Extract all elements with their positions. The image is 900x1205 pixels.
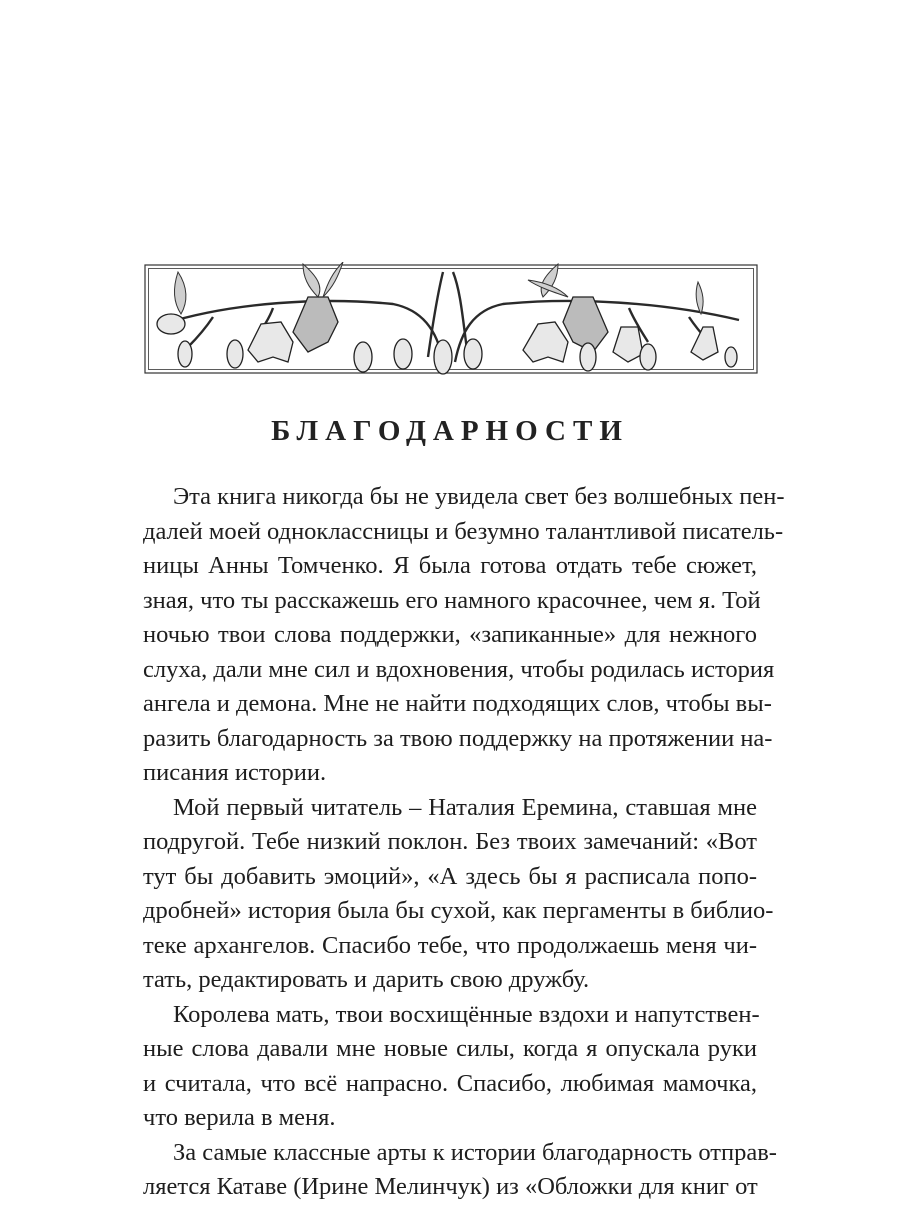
page-title: БЛАГОДАРНОСТИ (271, 415, 629, 447)
paragraph (143, 998, 760, 1136)
paragraph (143, 480, 785, 791)
text-line: слуха, дали мне сил и вдохновения, чтобы родилась история (143, 655, 775, 683)
text-line: подругой. Тебе низкий поклон. Без твоих замечаний: «Вот (143, 828, 757, 855)
text-line: далей моей одноклассницы и безумно талантливой писатель- (143, 517, 784, 545)
text-line: тут бы добавить эмоций», «А здесь бы я расписала попо- (143, 862, 757, 890)
text-line: Королева мать, твои восхищённые вздохи и напутствен- (173, 1000, 760, 1028)
text-line: дробней» история была бы сухой, как пергаменты в библио- (143, 897, 774, 924)
paragraph (143, 791, 774, 998)
text-line: разить благодарность за твою поддержку на протяжении на- (143, 724, 773, 752)
floral-ornament-frame (143, 262, 759, 376)
text-line: и считала, что всё напрасно. Спасибо, любимая мамочка, (143, 1069, 757, 1097)
text-line: ницы Анны Томченко. Я была готова отдать тебе сюжет, (143, 552, 757, 579)
text-line: ангела и демона. Мне не найти подходящих слов, чтобы вы- (143, 690, 772, 717)
text-line: Эта книга никогда бы не увидела свет без волшебных пен- (173, 483, 785, 510)
text-line: зная, что ты расскажешь его намного красочнее, чем я. Той (143, 586, 761, 614)
text-line: писания истории. (143, 759, 327, 786)
text-line: За самые классные арты к истории благодарность отправ- (173, 1138, 777, 1166)
flower-icons (157, 297, 737, 374)
body-text (143, 480, 785, 1205)
text-line: ляется Катаве (Ирине Мелинчук) из «Обложки для книг от (143, 1173, 758, 1200)
text-line: Мой первый читатель – Наталия Еремина, ставшая мне (173, 793, 757, 821)
text-line: что верила в меня. (143, 1104, 336, 1131)
text-line: тать, редактировать и дарить свою дружбу. (143, 966, 590, 993)
paragraph (143, 1136, 777, 1205)
text-line: теке архангелов. Спасибо тебе, что продолжаешь меня чи- (143, 931, 757, 959)
text-line: ные слова давали мне новые силы, когда я опускала руки (143, 1035, 757, 1062)
text-line: ночью твои слова поддержки, «запиканные» для нежного (143, 621, 757, 648)
